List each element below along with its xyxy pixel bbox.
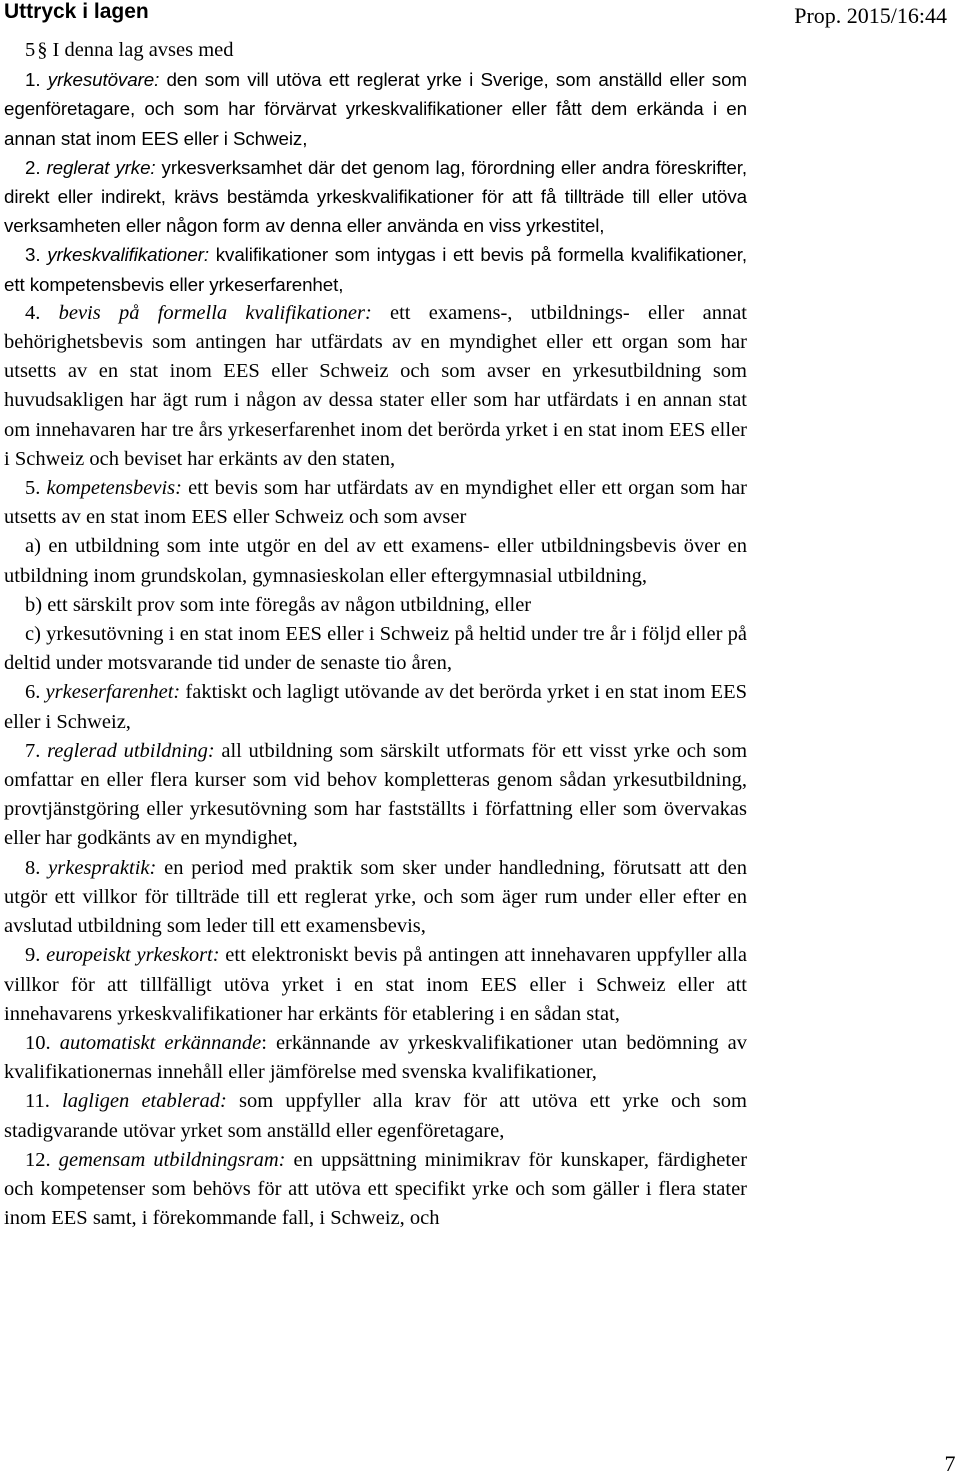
document-body [4,36,747,1233]
definition-term: reglerad utbildning: [47,739,215,762]
definition-text: ett examens-, utbildnings- eller annat behörighetsbevis som antingen har utfärdats av en myndighet eller ett organ som har utsetts av en stat inom EES eller Schweiz och som avser en yrkesutbildning som huvudsakligen har ägt rum i någon av dessa stater eller som har utfärdats i en annan stat om innehavaren har tre års yrkeserfarenhet inom det berörda yrket i en stat inom EES eller i Schweiz och beviset har erkänts av den staten, [4,301,748,470]
definition-number: 9. [25,944,41,967]
definition-text: faktiskt och lagligt utövande av det berörda yrket i en stat inom EES eller i Schweiz, [4,681,748,733]
proposition-reference: Prop. 2015/16:44 [794,3,947,28]
definition-item [4,1146,747,1234]
definition-item [4,474,747,532]
definition-term: reglerat yrke: [46,156,156,178]
definition-number: 5. [25,477,41,500]
definition-term: yrkesutövare: [47,69,160,91]
definition-item [4,299,747,474]
definition-number: 2. [25,156,41,178]
definition-item [4,1029,747,1087]
definition-item [4,1087,747,1145]
definition-term: lagligen etablerad: [62,1090,227,1113]
definition-text: yrkesverksamhet där det genom lag, förordning eller andra föreskrifter, direkt eller indirekt, krävs bestämda yrkeskvalifikationer för att få tillträde till eller utöva verksamheten eller någon form av denna eller använda en viss yrkestitel, [4,156,748,237]
definition-term: yrkeskvalifikationer: [47,244,209,266]
definition-term: bevis på formella kvalifikationer: [58,301,372,324]
definition-number: 8. [25,856,41,879]
definition-item [4,240,747,298]
definition-text: den som vill utöva ett reglerat yrke i Sverige, som anställd eller som egenföretagare, och som har förvärvat yrkeskvalifikationer eller fått dem erkända i en annan stat inom EES eller i Schweiz, [4,69,747,149]
definition-term: kompetensbevis: [46,477,182,500]
sub-item: c) yrkesutövning i en stat inom EES eller i Schweiz på heltid under tre år i följd eller på deltid under motsvarande tid under de senaste tio åren, [4,623,747,675]
definition-term: yrkeserfarenhet: [45,681,181,704]
definition-item [4,65,747,153]
definition-item [4,854,747,942]
definition-text: : erkännande av yrkeskvalifikationer utan bedömning av kvalifikationernas innehåll eller jämförelse med svenska kvalifikationer, [4,1031,747,1084]
definition-number: 10. [25,1031,51,1054]
definition-term: automatiskt erkännande [59,1031,262,1054]
section-heading [4,36,747,65]
sub-item: b) ett särskilt prov som inte föregås av någon utbildning, eller [25,593,532,616]
definition-item [4,737,747,854]
definition-number: 6. [25,681,41,704]
definition-number: 7. [25,739,41,762]
definition-number: 11. [25,1090,50,1113]
definition-term: europeiskt yrkeskort: [46,944,220,967]
definition-number: 3. [25,244,41,266]
definition-number: 1. [25,69,41,91]
definition-number: 4. [25,301,41,324]
definition-item [4,153,747,241]
definition-item [4,678,747,736]
section-sign: § [37,39,48,61]
section-intro: I denna lag avses med [52,39,234,61]
definition-text: en uppsättning minimikrav för kunskaper, färdigheter och kompetenser som behövs för att utöva ett specifikt yrke och som gäller i flera stater inom EES samt, i förekommande fall, i Schweiz, och [4,1148,748,1230]
definition-item [4,941,747,1029]
definition-number: 12. [25,1148,51,1171]
definition-text: en period med praktik som sker under handledning, förutsatt att den utgör ett villkor för tillträde till ett reglerat yrke, och som äger rum under eller efter en avslutad utbildning som leder till ett examensbevis, [4,856,748,938]
definition-text: kvalifikationer som intygas i ett bevis på formella kvalifikationer, ett kompetensbevis eller yrkeserfarenhet, [4,244,747,295]
running-header-title: Uttryck i lagen [4,0,149,23]
page-number: 7 [944,1451,956,1476]
sub-item: a) en utbildning som inte utgör en del av ett examens- eller utbildningsbevis över en utbildning inom grundskolan, gymnasieskolan eller eftergymnasial utbildning, [4,535,747,587]
definition-text: ett elektroniskt bevis på antingen att innehavaren uppfyller alla villkor för att tillfälligt utöva yrket i en stat inom EES eller i Schweiz eller att innehavarens yrkeskvalifikationer har erkänts för etablering i en sådan stat, [4,944,748,1025]
definition-term: yrkespraktik: [48,856,157,879]
definition-text: som uppfyller alla krav för att utöva ett yrke och som stadigvarande utövar yrket som anställd eller egenföretagare, [4,1090,747,1142]
definition-text: ett bevis som har utfärdats av en myndighet eller ett organ som har utsetts av en stat inom EES eller Schweiz och som avser [4,477,748,529]
definition-term: gemensam utbildningsram: [58,1148,286,1171]
section-number: 5 [25,39,36,61]
definition-text: all utbildning som särskilt utformats för ett visst yrke och som omfattar en eller flera kurser som vid behov kompletteras genom sådan yrkesutbildning, provtjänstgöring eller yrkesutövning som har fastställts i författning eller som övervakas eller har godkänts av en myndighet, [4,739,748,850]
